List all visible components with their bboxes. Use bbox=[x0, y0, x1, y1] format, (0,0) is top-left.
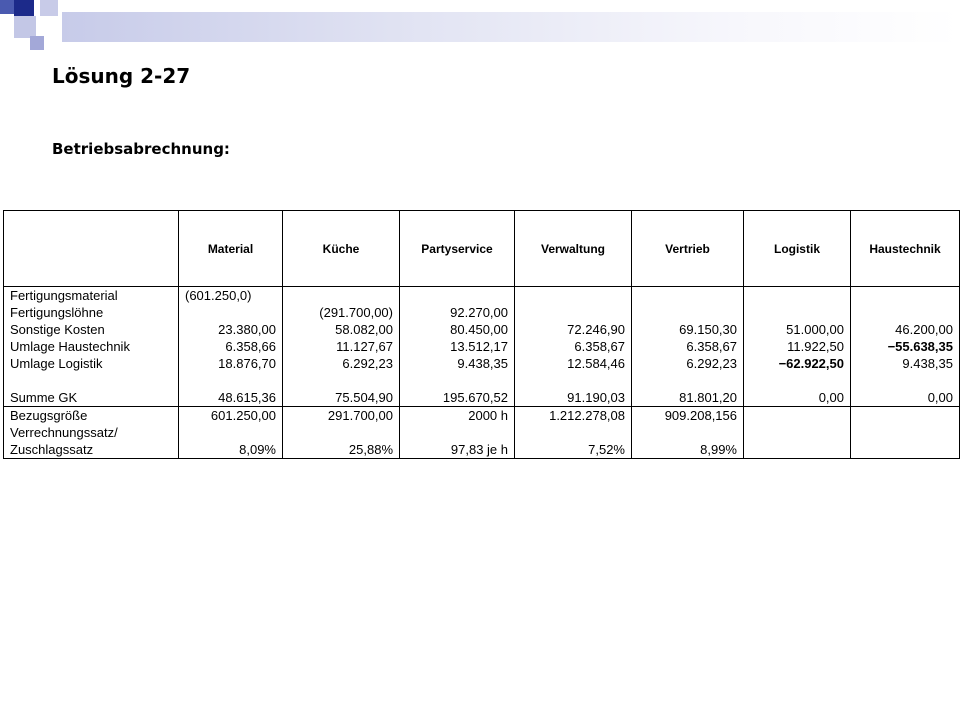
value bbox=[521, 304, 625, 321]
value bbox=[521, 372, 625, 389]
value bbox=[750, 287, 844, 304]
row-label: Fertigungslöhne bbox=[10, 305, 104, 320]
value: 58.082,00 bbox=[335, 322, 393, 337]
header-cell: Partyservice bbox=[400, 211, 515, 287]
deco-square-4 bbox=[14, 16, 36, 38]
value bbox=[750, 441, 844, 458]
deco-square-2 bbox=[14, 0, 34, 16]
value: 11.922,50 bbox=[787, 339, 844, 354]
header-cell: Haustechnik bbox=[851, 211, 960, 287]
header-gradient-bar bbox=[62, 12, 960, 42]
value: (291.700,00) bbox=[319, 305, 393, 320]
value bbox=[857, 304, 953, 321]
row-label: Zuschlagssatz bbox=[10, 442, 94, 457]
value bbox=[857, 441, 953, 458]
row-label: Sonstige Kosten bbox=[10, 322, 105, 337]
value: 6.292,23 bbox=[342, 356, 393, 371]
partyservice-column-cell bbox=[400, 287, 515, 407]
cost-row bbox=[4, 287, 960, 407]
value: 12.584,46 bbox=[567, 356, 625, 371]
value: 48.615,36 bbox=[218, 390, 276, 405]
value bbox=[185, 424, 276, 441]
row-label: Verrechnungssatz/ bbox=[10, 425, 118, 440]
value bbox=[638, 304, 737, 321]
value: 909.208,156 bbox=[664, 408, 737, 423]
row-label: Umlage Haustechnik bbox=[10, 339, 130, 354]
value: (601.250,0) bbox=[185, 288, 252, 303]
row-label: Fertigungsmaterial bbox=[10, 288, 118, 303]
value bbox=[638, 287, 737, 304]
bezug-row bbox=[4, 407, 960, 459]
value: −55.638,35 bbox=[887, 339, 953, 354]
header-cell: Material bbox=[179, 211, 283, 287]
value: 6.292,23 bbox=[686, 356, 737, 371]
value bbox=[750, 372, 844, 389]
value: 25,88% bbox=[348, 442, 393, 457]
value bbox=[289, 424, 393, 441]
value: −62.922,50 bbox=[778, 356, 844, 371]
value: 18.876,70 bbox=[218, 356, 276, 371]
value: 81.801,20 bbox=[679, 390, 737, 405]
verwaltung-bezug-cell bbox=[515, 407, 632, 459]
vertrieb-bezug-cell bbox=[632, 407, 744, 459]
value: 6.358,67 bbox=[574, 339, 625, 354]
value: 91.190,03 bbox=[567, 390, 625, 405]
value: 8,99% bbox=[700, 442, 737, 457]
value: 92.270,00 bbox=[450, 305, 508, 320]
value bbox=[750, 407, 844, 424]
deco-square-1 bbox=[0, 0, 14, 14]
kueche-column-cell bbox=[283, 287, 400, 407]
value bbox=[289, 287, 393, 304]
header-cell: Vertrieb bbox=[632, 211, 744, 287]
value: 72.246,90 bbox=[567, 322, 625, 337]
deco-square-3 bbox=[40, 0, 58, 16]
haustechnik-column-cell bbox=[851, 287, 960, 407]
value bbox=[406, 424, 508, 441]
kueche-bezug-cell bbox=[283, 407, 400, 459]
value: 601.250,00 bbox=[210, 408, 276, 423]
value bbox=[857, 424, 953, 441]
value: 1.212.278,08 bbox=[549, 408, 625, 423]
value bbox=[185, 304, 276, 321]
header-row bbox=[4, 211, 960, 287]
value: 46.200,00 bbox=[895, 322, 953, 337]
value: 0,00 bbox=[927, 390, 953, 405]
value: 69.150,30 bbox=[679, 322, 737, 337]
cost-allocation-table bbox=[3, 210, 960, 459]
row-label: Umlage Logistik bbox=[10, 356, 103, 371]
row-labels-cell bbox=[4, 287, 179, 407]
material-column-cell bbox=[179, 287, 283, 407]
value: 23.380,00 bbox=[218, 322, 276, 337]
value: 6.358,66 bbox=[225, 339, 276, 354]
header-cell: Logistik bbox=[744, 211, 851, 287]
value: 2000 h bbox=[468, 408, 508, 423]
logistik-column-cell bbox=[744, 287, 851, 407]
value: 0,00 bbox=[818, 390, 844, 405]
row-label: Bezugsgröße bbox=[10, 408, 88, 423]
bezug-labels-cell bbox=[4, 407, 179, 459]
value: 80.450,00 bbox=[450, 322, 508, 337]
value bbox=[857, 287, 953, 304]
value: 6.358,67 bbox=[686, 339, 737, 354]
value bbox=[638, 424, 737, 441]
row-label bbox=[10, 372, 172, 389]
value: 8,09% bbox=[239, 442, 276, 457]
vertrieb-column-cell bbox=[632, 287, 744, 407]
value bbox=[857, 407, 953, 424]
header-cell: Küche bbox=[283, 211, 400, 287]
value bbox=[521, 287, 625, 304]
value: 51.000,00 bbox=[786, 322, 844, 337]
header-cell: Verwaltung bbox=[515, 211, 632, 287]
value bbox=[638, 372, 737, 389]
logistik-bezug-cell bbox=[744, 407, 851, 459]
deco-square-5 bbox=[30, 36, 44, 50]
value bbox=[289, 372, 393, 389]
value: 195.670,52 bbox=[442, 390, 508, 405]
value bbox=[750, 424, 844, 441]
value: 97,83 je h bbox=[450, 442, 508, 457]
value bbox=[406, 372, 508, 389]
verwaltung-column-cell bbox=[515, 287, 632, 407]
value: 75.504,90 bbox=[335, 390, 393, 405]
value bbox=[521, 424, 625, 441]
header-cell bbox=[4, 211, 179, 287]
row-label: Summe GK bbox=[10, 390, 78, 405]
value: 291.700,00 bbox=[327, 408, 393, 423]
section-subtitle: Betriebsabrechnung: bbox=[52, 140, 230, 158]
value bbox=[750, 304, 844, 321]
value bbox=[857, 372, 953, 389]
haustechnik-bezug-cell bbox=[851, 407, 960, 459]
material-bezug-cell bbox=[179, 407, 283, 459]
value: 11.127,67 bbox=[336, 339, 393, 354]
value bbox=[406, 287, 508, 304]
value bbox=[185, 372, 276, 389]
value: 9.438,35 bbox=[902, 356, 953, 371]
value: 13.512,17 bbox=[450, 339, 508, 354]
value: 9.438,35 bbox=[457, 356, 508, 371]
partyservice-bezug-cell bbox=[400, 407, 515, 459]
slide-title: Lösung 2-27 bbox=[52, 64, 191, 88]
value: 7,52% bbox=[588, 442, 625, 457]
